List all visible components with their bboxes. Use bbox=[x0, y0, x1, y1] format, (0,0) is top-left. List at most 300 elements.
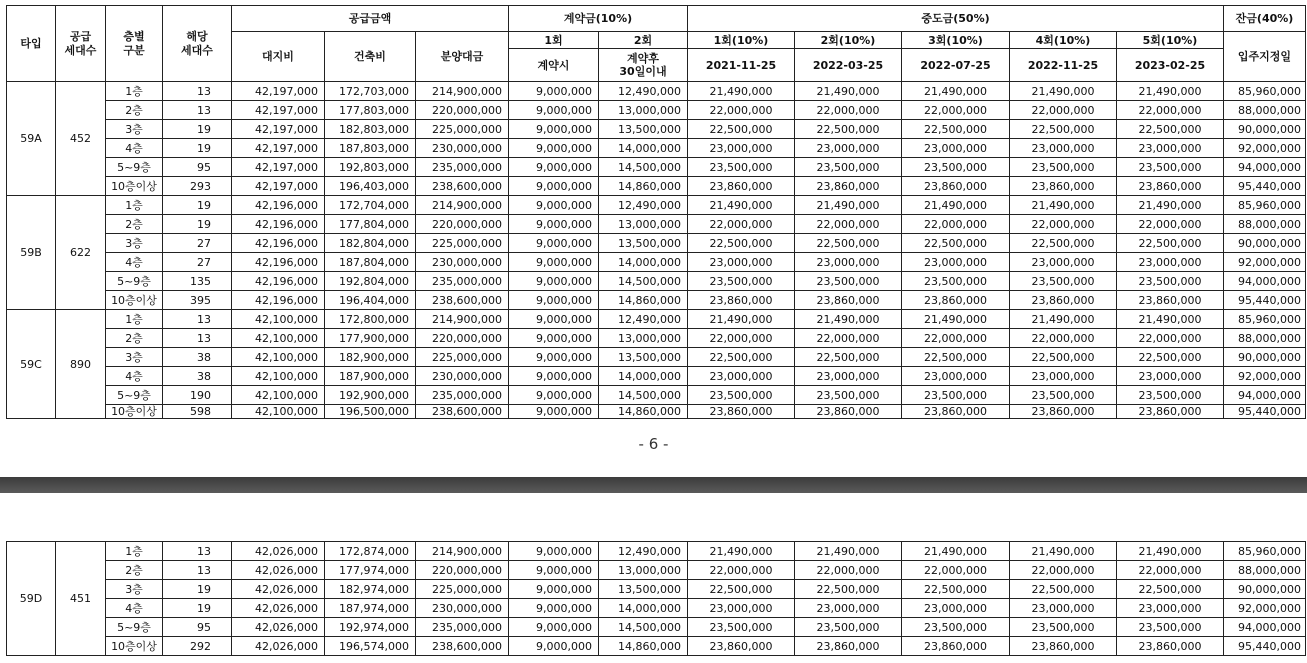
floor-cell: 2층 bbox=[106, 329, 163, 348]
amount-cell: 9,000,000 bbox=[509, 177, 599, 196]
header-floor bbox=[106, 6, 163, 82]
amount-cell: 9,000,000 bbox=[509, 561, 599, 580]
amount-cell: 14,000,000 bbox=[599, 253, 688, 272]
amount-cell: 85,960,000 bbox=[1224, 542, 1306, 561]
units-cell: 19 bbox=[163, 215, 232, 234]
amount-cell: 14,500,000 bbox=[599, 386, 688, 405]
table-row bbox=[7, 139, 1306, 158]
amount-cell: 9,000,000 bbox=[509, 542, 599, 561]
floor-cell: 1층 bbox=[106, 196, 163, 215]
amount-cell: 225,000,000 bbox=[416, 348, 509, 367]
amount-cell: 92,000,000 bbox=[1224, 599, 1306, 618]
amount-cell: 13,500,000 bbox=[599, 348, 688, 367]
floor-cell: 5~9층 bbox=[106, 618, 163, 637]
amount-cell: 177,804,000 bbox=[325, 215, 416, 234]
amount-cell: 23,860,000 bbox=[902, 637, 1010, 656]
amount-cell: 22,500,000 bbox=[795, 234, 902, 253]
amount-cell: 22,500,000 bbox=[688, 348, 795, 367]
amount-cell: 22,000,000 bbox=[795, 215, 902, 234]
amount-cell: 225,000,000 bbox=[416, 234, 509, 253]
amount-cell: 235,000,000 bbox=[416, 272, 509, 291]
amount-cell: 23,000,000 bbox=[1010, 253, 1117, 272]
amount-cell: 23,500,000 bbox=[902, 272, 1010, 291]
amount-cell: 22,000,000 bbox=[795, 561, 902, 580]
amount-cell: 22,500,000 bbox=[795, 120, 902, 139]
header-building: 건축비 bbox=[325, 32, 416, 82]
table-row bbox=[7, 580, 1306, 599]
floor-cell: 3층 bbox=[106, 348, 163, 367]
supply-units-cell: 622 bbox=[56, 196, 106, 310]
amount-cell: 235,000,000 bbox=[416, 386, 509, 405]
amount-cell: 22,500,000 bbox=[1010, 120, 1117, 139]
amount-cell: 182,803,000 bbox=[325, 120, 416, 139]
table-row bbox=[7, 272, 1306, 291]
amount-cell: 12,490,000 bbox=[599, 542, 688, 561]
amount-cell: 9,000,000 bbox=[509, 139, 599, 158]
table-row bbox=[7, 120, 1306, 139]
supply-units-cell: 451 bbox=[56, 542, 106, 656]
amount-cell: 23,860,000 bbox=[688, 177, 795, 196]
amount-cell: 23,860,000 bbox=[902, 291, 1010, 310]
amount-cell: 22,000,000 bbox=[1117, 101, 1224, 120]
amount-cell: 23,500,000 bbox=[1117, 386, 1224, 405]
amount-cell: 225,000,000 bbox=[416, 580, 509, 599]
amount-cell: 172,703,000 bbox=[325, 82, 416, 101]
amount-cell: 238,600,000 bbox=[416, 637, 509, 656]
amount-cell: 22,500,000 bbox=[688, 234, 795, 253]
table-row bbox=[7, 329, 1306, 348]
header-int4: 4회(10%) bbox=[1010, 32, 1117, 49]
amount-cell: 23,000,000 bbox=[795, 599, 902, 618]
amount-cell: 235,000,000 bbox=[416, 618, 509, 637]
amount-cell: 9,000,000 bbox=[509, 215, 599, 234]
amount-cell: 94,000,000 bbox=[1224, 158, 1306, 177]
amount-cell: 14,500,000 bbox=[599, 158, 688, 177]
amount-cell: 22,500,000 bbox=[1117, 348, 1224, 367]
units-cell: 395 bbox=[163, 291, 232, 310]
floor-cell: 3층 bbox=[106, 234, 163, 253]
amount-cell: 220,000,000 bbox=[416, 561, 509, 580]
amount-cell: 88,000,000 bbox=[1224, 101, 1306, 120]
amount-cell: 230,000,000 bbox=[416, 599, 509, 618]
amount-cell: 95,440,000 bbox=[1224, 637, 1306, 656]
amount-cell: 22,500,000 bbox=[1117, 580, 1224, 599]
amount-cell: 23,000,000 bbox=[688, 367, 795, 386]
amount-cell: 187,804,000 bbox=[325, 253, 416, 272]
amount-cell: 192,804,000 bbox=[325, 272, 416, 291]
amount-cell: 92,000,000 bbox=[1224, 253, 1306, 272]
amount-cell: 9,000,000 bbox=[509, 158, 599, 177]
amount-cell: 23,000,000 bbox=[1010, 599, 1117, 618]
amount-cell: 21,490,000 bbox=[1010, 196, 1117, 215]
amount-cell: 23,500,000 bbox=[795, 386, 902, 405]
amount-cell: 42,197,000 bbox=[232, 120, 325, 139]
header-interim: 중도금(50%) bbox=[688, 6, 1224, 32]
type-cell: 59D bbox=[7, 542, 56, 656]
header-type: 타입 bbox=[7, 6, 56, 82]
amount-cell: 95,440,000 bbox=[1224, 405, 1306, 419]
amount-cell: 21,490,000 bbox=[1010, 542, 1117, 561]
amount-cell: 9,000,000 bbox=[509, 580, 599, 599]
table-row bbox=[7, 561, 1306, 580]
amount-cell: 42,100,000 bbox=[232, 386, 325, 405]
table-row bbox=[7, 405, 1306, 419]
amount-cell: 23,000,000 bbox=[688, 253, 795, 272]
floor-cell: 2층 bbox=[106, 561, 163, 580]
amount-cell: 42,026,000 bbox=[232, 637, 325, 656]
amount-cell: 21,490,000 bbox=[902, 310, 1010, 329]
floor-cell: 10층이상 bbox=[106, 637, 163, 656]
units-cell: 19 bbox=[163, 196, 232, 215]
amount-cell: 22,500,000 bbox=[1010, 348, 1117, 367]
supply-units-cell: 452 bbox=[56, 82, 106, 196]
amount-cell: 22,500,000 bbox=[1010, 580, 1117, 599]
table-row bbox=[7, 542, 1306, 561]
amount-cell: 182,900,000 bbox=[325, 348, 416, 367]
amount-cell: 23,860,000 bbox=[1117, 405, 1224, 419]
amount-cell: 14,860,000 bbox=[599, 291, 688, 310]
amount-cell: 90,000,000 bbox=[1224, 580, 1306, 599]
amount-cell: 21,490,000 bbox=[1117, 196, 1224, 215]
amount-cell: 22,000,000 bbox=[1117, 215, 1224, 234]
table-row bbox=[7, 101, 1306, 120]
amount-cell: 13,500,000 bbox=[599, 234, 688, 253]
amount-cell: 14,000,000 bbox=[599, 139, 688, 158]
amount-cell: 42,100,000 bbox=[232, 310, 325, 329]
amount-cell: 13,000,000 bbox=[599, 561, 688, 580]
amount-cell: 9,000,000 bbox=[509, 120, 599, 139]
amount-cell: 23,860,000 bbox=[902, 405, 1010, 419]
table-row bbox=[7, 215, 1306, 234]
amount-cell: 220,000,000 bbox=[416, 101, 509, 120]
units-cell: 38 bbox=[163, 348, 232, 367]
amount-cell: 85,960,000 bbox=[1224, 82, 1306, 101]
amount-cell: 22,500,000 bbox=[1010, 234, 1117, 253]
amount-cell: 22,000,000 bbox=[1010, 329, 1117, 348]
amount-cell: 238,600,000 bbox=[416, 405, 509, 419]
amount-cell: 9,000,000 bbox=[509, 310, 599, 329]
amount-cell: 14,500,000 bbox=[599, 618, 688, 637]
amount-cell: 23,500,000 bbox=[902, 386, 1010, 405]
amount-cell: 22,500,000 bbox=[1117, 234, 1224, 253]
header-dep1: 1회 bbox=[509, 32, 599, 49]
floor-cell: 1층 bbox=[106, 82, 163, 101]
price-table-body bbox=[7, 82, 1306, 419]
amount-cell: 23,000,000 bbox=[688, 599, 795, 618]
header-dep2-when-text: 계약후 30일이내 bbox=[619, 51, 667, 78]
amount-cell: 14,000,000 bbox=[599, 367, 688, 386]
type-cell: 59B bbox=[7, 196, 56, 310]
amount-cell: 187,974,000 bbox=[325, 599, 416, 618]
amount-cell: 23,860,000 bbox=[688, 405, 795, 419]
amount-cell: 23,500,000 bbox=[1010, 618, 1117, 637]
amount-cell: 238,600,000 bbox=[416, 177, 509, 196]
page-separator bbox=[0, 477, 1307, 493]
units-cell: 19 bbox=[163, 580, 232, 599]
amount-cell: 42,197,000 bbox=[232, 158, 325, 177]
amount-cell: 14,000,000 bbox=[599, 599, 688, 618]
amount-cell: 23,000,000 bbox=[795, 253, 902, 272]
amount-cell: 13,500,000 bbox=[599, 120, 688, 139]
amount-cell: 21,490,000 bbox=[902, 196, 1010, 215]
amount-cell: 196,500,000 bbox=[325, 405, 416, 419]
amount-cell: 42,100,000 bbox=[232, 405, 325, 419]
amount-cell: 21,490,000 bbox=[688, 542, 795, 561]
amount-cell: 42,100,000 bbox=[232, 367, 325, 386]
header-floor-text: 층별 구분 bbox=[123, 30, 145, 57]
amount-cell: 23,000,000 bbox=[902, 599, 1010, 618]
amount-cell: 42,197,000 bbox=[232, 82, 325, 101]
amount-cell: 22,000,000 bbox=[902, 561, 1010, 580]
amount-cell: 13,000,000 bbox=[599, 215, 688, 234]
amount-cell: 22,000,000 bbox=[688, 101, 795, 120]
amount-cell: 23,500,000 bbox=[1117, 158, 1224, 177]
amount-cell: 88,000,000 bbox=[1224, 329, 1306, 348]
table-row bbox=[7, 618, 1306, 637]
header-supply-amount: 공급금액 bbox=[232, 6, 509, 32]
amount-cell: 214,900,000 bbox=[416, 82, 509, 101]
floor-cell: 4층 bbox=[106, 367, 163, 386]
amount-cell: 22,000,000 bbox=[1010, 215, 1117, 234]
table-row bbox=[7, 158, 1306, 177]
units-cell: 13 bbox=[163, 101, 232, 120]
units-cell: 13 bbox=[163, 561, 232, 580]
amount-cell: 187,900,000 bbox=[325, 367, 416, 386]
amount-cell: 23,500,000 bbox=[1010, 272, 1117, 291]
units-cell: 13 bbox=[163, 542, 232, 561]
amount-cell: 21,490,000 bbox=[1010, 82, 1117, 101]
amount-cell: 214,900,000 bbox=[416, 310, 509, 329]
header-int5: 5회(10%) bbox=[1117, 32, 1224, 49]
amount-cell: 23,500,000 bbox=[902, 158, 1010, 177]
amount-cell: 177,900,000 bbox=[325, 329, 416, 348]
amount-cell: 22,000,000 bbox=[795, 329, 902, 348]
header-dep2-when bbox=[599, 49, 688, 82]
amount-cell: 23,500,000 bbox=[688, 618, 795, 637]
header-balance-when: 입주지정일 bbox=[1224, 32, 1306, 82]
amount-cell: 95,440,000 bbox=[1224, 177, 1306, 196]
floor-cell: 1층 bbox=[106, 310, 163, 329]
units-cell: 293 bbox=[163, 177, 232, 196]
amount-cell: 23,000,000 bbox=[902, 367, 1010, 386]
page-number: - 6 - bbox=[638, 435, 669, 453]
amount-cell: 177,974,000 bbox=[325, 561, 416, 580]
table-row bbox=[7, 637, 1306, 656]
amount-cell: 88,000,000 bbox=[1224, 561, 1306, 580]
supply-units-cell: 890 bbox=[56, 310, 106, 419]
amount-cell: 9,000,000 bbox=[509, 637, 599, 656]
header-units-text: 해당 세대수 bbox=[181, 30, 213, 57]
amount-cell: 21,490,000 bbox=[688, 196, 795, 215]
amount-cell: 23,000,000 bbox=[902, 139, 1010, 158]
amount-cell: 12,490,000 bbox=[599, 82, 688, 101]
amount-cell: 9,000,000 bbox=[509, 272, 599, 291]
floor-cell: 10층이상 bbox=[106, 177, 163, 196]
amount-cell: 230,000,000 bbox=[416, 139, 509, 158]
floor-cell: 4층 bbox=[106, 253, 163, 272]
units-cell: 135 bbox=[163, 272, 232, 291]
amount-cell: 22,500,000 bbox=[795, 580, 902, 599]
units-cell: 13 bbox=[163, 329, 232, 348]
header-supply-units-text: 공급 세대수 bbox=[64, 30, 97, 57]
amount-cell: 9,000,000 bbox=[509, 329, 599, 348]
amount-cell: 22,000,000 bbox=[1010, 101, 1117, 120]
table-row bbox=[7, 386, 1306, 405]
amount-cell: 94,000,000 bbox=[1224, 386, 1306, 405]
floor-cell: 10층이상 bbox=[106, 291, 163, 310]
amount-cell: 42,196,000 bbox=[232, 253, 325, 272]
header-int3: 3회(10%) bbox=[902, 32, 1010, 49]
type-cell: 59A bbox=[7, 82, 56, 196]
amount-cell: 85,960,000 bbox=[1224, 310, 1306, 329]
floor-cell: 3층 bbox=[106, 120, 163, 139]
amount-cell: 23,860,000 bbox=[795, 291, 902, 310]
amount-cell: 235,000,000 bbox=[416, 158, 509, 177]
amount-cell: 172,874,000 bbox=[325, 542, 416, 561]
price-table-page-6 bbox=[6, 5, 1306, 419]
amount-cell: 21,490,000 bbox=[795, 542, 902, 561]
table-row bbox=[7, 234, 1306, 253]
units-cell: 292 bbox=[163, 637, 232, 656]
amount-cell: 230,000,000 bbox=[416, 253, 509, 272]
amount-cell: 23,500,000 bbox=[1010, 158, 1117, 177]
floor-cell: 5~9층 bbox=[106, 386, 163, 405]
amount-cell: 23,500,000 bbox=[1010, 386, 1117, 405]
amount-cell: 23,860,000 bbox=[688, 637, 795, 656]
amount-cell: 23,860,000 bbox=[1010, 637, 1117, 656]
amount-cell: 88,000,000 bbox=[1224, 215, 1306, 234]
amount-cell: 21,490,000 bbox=[1117, 310, 1224, 329]
amount-cell: 9,000,000 bbox=[509, 367, 599, 386]
amount-cell: 220,000,000 bbox=[416, 215, 509, 234]
amount-cell: 9,000,000 bbox=[509, 234, 599, 253]
amount-cell: 9,000,000 bbox=[509, 253, 599, 272]
header-sale-price: 분양대금 bbox=[416, 32, 509, 82]
amount-cell: 172,800,000 bbox=[325, 310, 416, 329]
amount-cell: 23,860,000 bbox=[1117, 637, 1224, 656]
amount-cell: 23,860,000 bbox=[795, 177, 902, 196]
amount-cell: 23,000,000 bbox=[1010, 367, 1117, 386]
amount-cell: 21,490,000 bbox=[795, 310, 902, 329]
amount-cell: 225,000,000 bbox=[416, 120, 509, 139]
amount-cell: 23,000,000 bbox=[795, 367, 902, 386]
amount-cell: 92,000,000 bbox=[1224, 139, 1306, 158]
amount-cell: 22,000,000 bbox=[795, 101, 902, 120]
header-land: 대지비 bbox=[232, 32, 325, 82]
amount-cell: 22,000,000 bbox=[1117, 329, 1224, 348]
amount-cell: 182,804,000 bbox=[325, 234, 416, 253]
header-int2-date: 2022-03-25 bbox=[795, 49, 902, 82]
amount-cell: 9,000,000 bbox=[509, 291, 599, 310]
amount-cell: 177,803,000 bbox=[325, 101, 416, 120]
header-dep2: 2회 bbox=[599, 32, 688, 49]
floor-cell: 4층 bbox=[106, 139, 163, 158]
amount-cell: 23,000,000 bbox=[1117, 599, 1224, 618]
price-table-page-7 bbox=[6, 541, 1306, 656]
amount-cell: 22,500,000 bbox=[688, 120, 795, 139]
header-int5-date: 2023-02-25 bbox=[1117, 49, 1224, 82]
amount-cell: 22,500,000 bbox=[688, 580, 795, 599]
amount-cell: 22,000,000 bbox=[688, 329, 795, 348]
amount-cell: 95,440,000 bbox=[1224, 291, 1306, 310]
amount-cell: 14,860,000 bbox=[599, 177, 688, 196]
amount-cell: 9,000,000 bbox=[509, 348, 599, 367]
amount-cell: 9,000,000 bbox=[509, 196, 599, 215]
amount-cell: 21,490,000 bbox=[902, 542, 1010, 561]
amount-cell: 23,000,000 bbox=[688, 139, 795, 158]
amount-cell: 22,000,000 bbox=[902, 215, 1010, 234]
amount-cell: 220,000,000 bbox=[416, 329, 509, 348]
amount-cell: 21,490,000 bbox=[688, 310, 795, 329]
amount-cell: 94,000,000 bbox=[1224, 272, 1306, 291]
amount-cell: 23,860,000 bbox=[1010, 177, 1117, 196]
amount-cell: 9,000,000 bbox=[509, 82, 599, 101]
amount-cell: 42,197,000 bbox=[232, 139, 325, 158]
amount-cell: 23,500,000 bbox=[795, 158, 902, 177]
amount-cell: 23,500,000 bbox=[1117, 618, 1224, 637]
amount-cell: 23,860,000 bbox=[902, 177, 1010, 196]
amount-cell: 196,404,000 bbox=[325, 291, 416, 310]
amount-cell: 90,000,000 bbox=[1224, 348, 1306, 367]
floor-cell: 3층 bbox=[106, 580, 163, 599]
amount-cell: 12,490,000 bbox=[599, 310, 688, 329]
header-int4-date: 2022-11-25 bbox=[1010, 49, 1117, 82]
amount-cell: 94,000,000 bbox=[1224, 618, 1306, 637]
amount-cell: 23,500,000 bbox=[688, 272, 795, 291]
table-row bbox=[7, 291, 1306, 310]
amount-cell: 9,000,000 bbox=[509, 386, 599, 405]
amount-cell: 85,960,000 bbox=[1224, 196, 1306, 215]
amount-cell: 196,403,000 bbox=[325, 177, 416, 196]
table-row bbox=[7, 253, 1306, 272]
amount-cell: 23,500,000 bbox=[688, 158, 795, 177]
amount-cell: 214,900,000 bbox=[416, 196, 509, 215]
amount-cell: 14,860,000 bbox=[599, 637, 688, 656]
amount-cell: 182,974,000 bbox=[325, 580, 416, 599]
amount-cell: 9,000,000 bbox=[509, 405, 599, 419]
amount-cell: 23,860,000 bbox=[795, 637, 902, 656]
units-cell: 19 bbox=[163, 139, 232, 158]
amount-cell: 92,000,000 bbox=[1224, 367, 1306, 386]
price-table-body-2 bbox=[7, 542, 1306, 656]
amount-cell: 22,500,000 bbox=[902, 580, 1010, 599]
floor-cell: 2층 bbox=[106, 101, 163, 120]
floor-cell: 10층이상 bbox=[106, 405, 163, 419]
amount-cell: 13,000,000 bbox=[599, 101, 688, 120]
amount-cell: 22,500,000 bbox=[795, 348, 902, 367]
amount-cell: 42,100,000 bbox=[232, 348, 325, 367]
floor-cell: 4층 bbox=[106, 599, 163, 618]
amount-cell: 196,574,000 bbox=[325, 637, 416, 656]
amount-cell: 22,000,000 bbox=[902, 101, 1010, 120]
amount-cell: 23,000,000 bbox=[1117, 139, 1224, 158]
amount-cell: 9,000,000 bbox=[509, 599, 599, 618]
type-cell: 59C bbox=[7, 310, 56, 419]
amount-cell: 12,490,000 bbox=[599, 196, 688, 215]
amount-cell: 21,490,000 bbox=[1010, 310, 1117, 329]
amount-cell: 22,500,000 bbox=[902, 348, 1010, 367]
amount-cell: 42,026,000 bbox=[232, 580, 325, 599]
header-int1: 1회(10%) bbox=[688, 32, 795, 49]
amount-cell: 22,500,000 bbox=[902, 234, 1010, 253]
amount-cell: 23,860,000 bbox=[1117, 177, 1224, 196]
amount-cell: 9,000,000 bbox=[509, 618, 599, 637]
amount-cell: 187,803,000 bbox=[325, 139, 416, 158]
amount-cell: 42,026,000 bbox=[232, 618, 325, 637]
table-row bbox=[7, 348, 1306, 367]
amount-cell: 192,974,000 bbox=[325, 618, 416, 637]
amount-cell: 23,000,000 bbox=[1117, 253, 1224, 272]
